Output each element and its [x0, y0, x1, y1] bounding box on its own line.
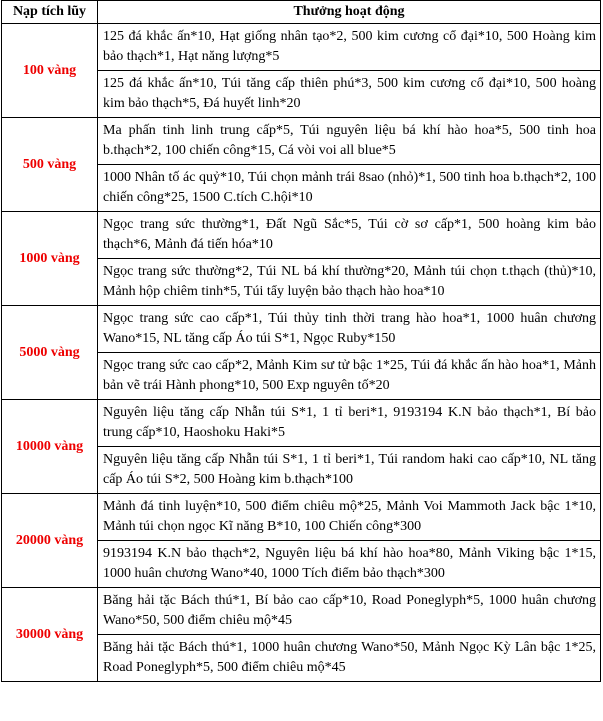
tier-label: 30000 vàng: [2, 588, 98, 682]
header-row: [2, 1, 601, 24]
tier-label: 5000 vàng: [2, 306, 98, 400]
table-row: [2, 588, 601, 635]
reward-cell: Ngọc trang sức thường*1, Đất Ngũ Sắc*5, Túi cờ sơ cấp*1, 500 hoàng kim bảo thạch*6, Mảnh đá tiến hóa*10: [98, 212, 601, 259]
reward-cell: Băng hải tặc Bách thú*1, 1000 huân chương Wano*50, Mảnh Ngọc Kỳ Lân bậc 1*25, Road Poneglyph*5, 500 điểm chiêu mộ*45: [98, 635, 601, 682]
table-row: [2, 306, 601, 353]
table-row: [2, 118, 601, 165]
reward-cell: Mảnh đá tinh luyện*10, 500 điểm chiêu mộ*25, Mảnh Voi Mammoth Jack bậc 1*10, Mảnh túi chọn ngọc Kĩ năng B*10, 100 Chiến công*300: [98, 494, 601, 541]
reward-cell: Ma phấn tinh linh trung cấp*5, Túi nguyên liệu bá khí hào hoa*5, 500 tinh hoa b.thạch*2, 100 chiến công*15, Cá vòi voi all blue*5: [98, 118, 601, 165]
reward-cell: 9193194 K.N bảo thạch*2, Nguyên liệu bá khí hào hoa*80, Mảnh Viking bậc 1*15, 1000 huân chương Wano*40, 1000 Tích điểm bảo thạch*300: [98, 541, 601, 588]
reward-cell: Ngọc trang sức cao cấp*2, Mảnh Kim sư tử bậc 1*25, Túi đá khắc ấn hào hoa*1, Mảnh bản vẽ trái Hành phong*10, 500 Exp nguyên tố*20: [98, 353, 601, 400]
reward-table: [1, 0, 601, 682]
reward-cell: 1000 Nhân tố ác quỷ*10, Túi chọn mảnh trái 8sao (nhỏ)*1, 500 tinh hoa b.thạch*2, 100 chiến công*25, 1500 C.tích C.hội*10: [98, 165, 601, 212]
reward-cell: Nguyên liệu tăng cấp Nhẫn túi S*1, 1 tỉ beri*1, Túi random haki cao cấp*10, NL tăng cấp Áo túi S*2, 500 Hoàng kim b.thạch*100: [98, 447, 601, 494]
reward-cell: 125 đá khắc ấn*10, Túi tăng cấp thiên phú*3, 500 kim cương cổ đại*10, 500 hoàng kim bảo thạch*5, Đá huyết linh*20: [98, 71, 601, 118]
table-row: [2, 24, 601, 71]
tier-label: 1000 vàng: [2, 212, 98, 306]
table-row: [2, 212, 601, 259]
tier-label: 500 vàng: [2, 118, 98, 212]
tier-label: 100 vàng: [2, 24, 98, 118]
tier-label: 20000 vàng: [2, 494, 98, 588]
table-row: [2, 400, 601, 447]
reward-cell: 125 đá khắc ấn*10, Hạt giống nhân tạo*2, 500 kim cương cổ đại*10, 500 Hoàng kim bảo thạch*1, Hạt năng lượng*5: [98, 24, 601, 71]
tier-label: 10000 vàng: [2, 400, 98, 494]
table-row: [2, 494, 601, 541]
reward-cell: Nguyên liệu tăng cấp Nhẫn túi S*1, 1 tỉ beri*1, 9193194 K.N bảo thạch*1, Bí bảo trung cấp*10, Haoshoku Haki*5: [98, 400, 601, 447]
reward-cell: Ngọc trang sức cao cấp*1, Túi thủy tinh thời trang hào hoa*1, 1000 huân chương Wano*15, NL tăng cấp Áo túi S*1, Ngọc Ruby*150: [98, 306, 601, 353]
reward-cell: Băng hải tặc Bách thú*1, Bí bảo cao cấp*10, Road Poneglyph*5, 1000 huân chương Wano*50, 500 điểm chiêu mộ*45: [98, 588, 601, 635]
reward-cell: Ngọc trang sức thường*2, Túi NL bá khí thường*20, Mảnh túi chọn t.thạch (thủ)*10, Mảnh hộp chiêm tinh*5, Túi tẩy luyện bảo thạch hào hoa*10: [98, 259, 601, 306]
header-tier: Nạp tích lũy: [2, 1, 98, 24]
header-reward: Thưởng hoạt động: [98, 1, 601, 24]
